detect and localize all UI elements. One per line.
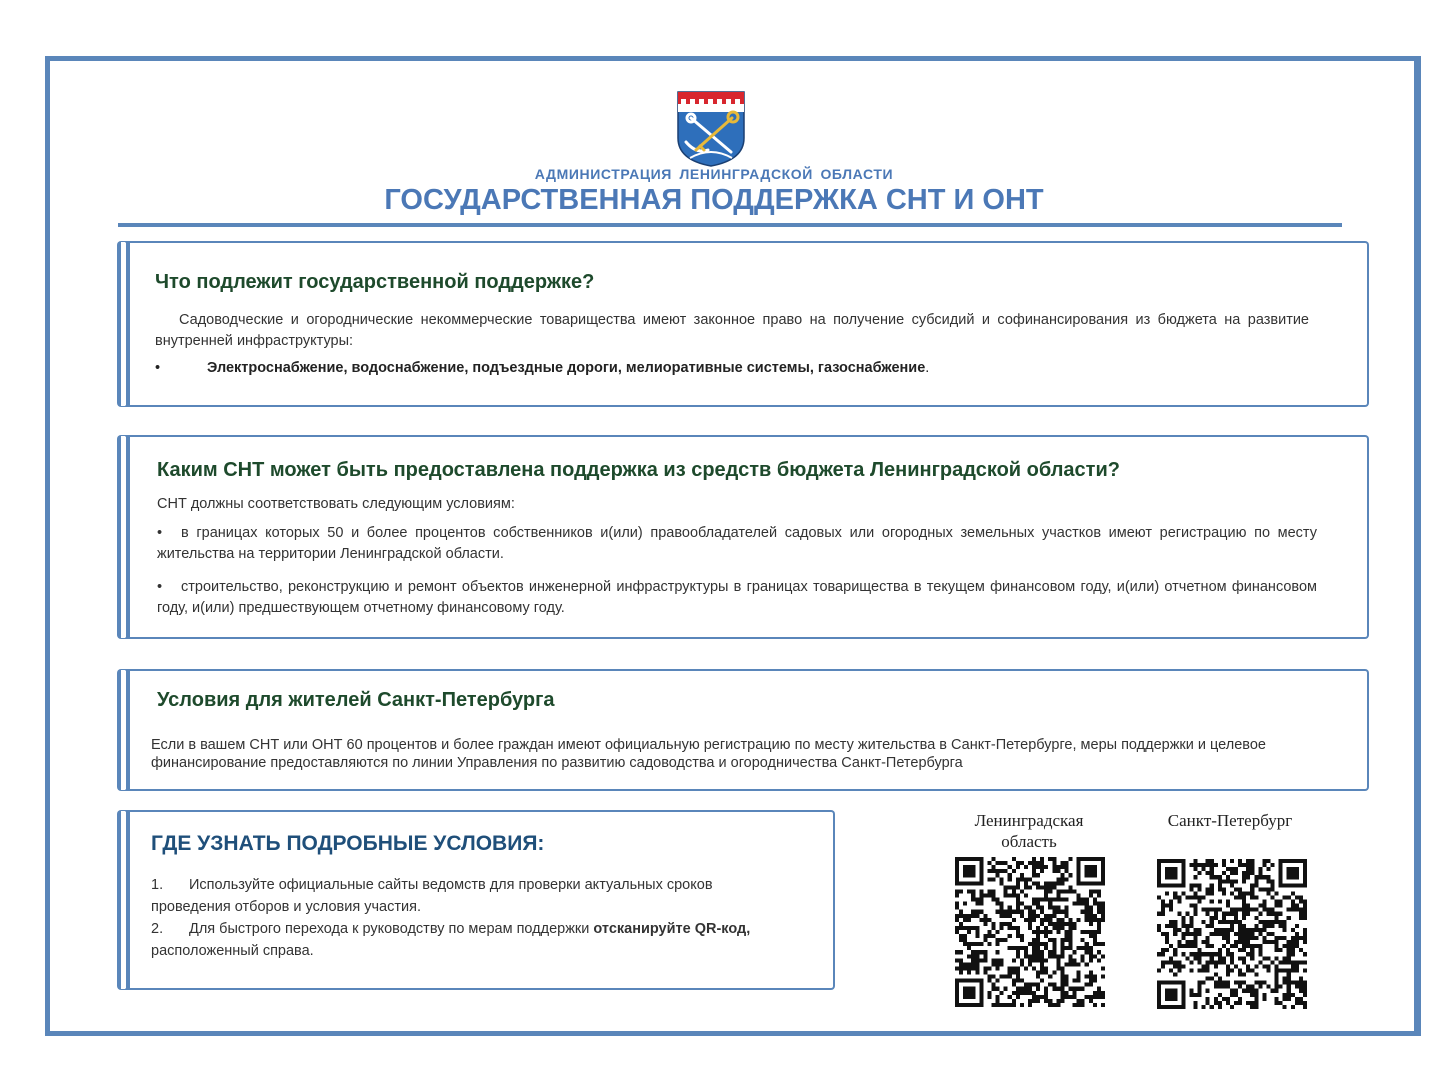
step-number: 1. bbox=[151, 877, 164, 893]
step-text: Используйте официальные сайты ведомств для проверки актуальных сроков проведения отборов и условия участия. bbox=[151, 877, 713, 915]
support-subject-bullet bbox=[155, 360, 1309, 376]
qr-code-spb[interactable] bbox=[1157, 859, 1307, 1009]
infrastructure-list: Электроснабжение, водоснабжение, подъездные дороги, мелиоративные системы, газоснабжение bbox=[207, 360, 926, 376]
organization-name: АДМИНИСТРАЦИЯ ЛЕНИНГРАДСКОЙ ОБЛАСТИ bbox=[534, 166, 894, 182]
eligibility-item bbox=[157, 577, 1317, 619]
page-title: ГОСУДАРСТВЕННАЯ ПОДДЕРЖКА СНТ И ОНТ bbox=[384, 184, 1044, 216]
bullet-marker: • bbox=[157, 525, 163, 541]
support-subject-intro: Садоводческие и огороднические некоммерческие товарищества имеют законное право на получение субсидий и софинансирования из бюджета на развитие внутренней инфраструктуры: bbox=[155, 312, 1309, 349]
support-subject-card bbox=[117, 241, 1369, 407]
spb-residents-heading: Условия для жителей Санкт-Петербурга bbox=[157, 689, 555, 711]
eligibility-item-text: в границах которых 50 и более процентов собственников и(или) правообладателей садовых или огородных земельных участков имеют регистрацию по месту жительства на территории Ленинградской области. bbox=[157, 525, 1317, 562]
step-text-bold: отсканируйте QR-код, bbox=[593, 921, 751, 937]
qr-label-spb: Санкт-Петербург bbox=[1167, 811, 1293, 830]
title-divider bbox=[118, 223, 1342, 227]
qr-label-leningrad: Ленинградская область bbox=[974, 811, 1084, 851]
step-number: 2. bbox=[151, 921, 164, 937]
details-step bbox=[151, 918, 771, 962]
eligibility-card bbox=[117, 435, 1369, 639]
spb-residents-card bbox=[117, 669, 1369, 791]
step-text-end: расположенный справа. bbox=[151, 943, 314, 959]
details-card bbox=[117, 810, 835, 990]
bullet-marker: • bbox=[157, 579, 163, 595]
coat-of-arms-icon bbox=[676, 90, 746, 168]
eligibility-heading: Каким СНТ может быть предоставлена поддержка из средств бюджета Ленинградской области? bbox=[157, 459, 1120, 481]
step-text: Для быстрого перехода к руководству по мерам поддержки bbox=[189, 921, 594, 937]
eligibility-lead: СНТ должны соответствовать следующим условиям: bbox=[157, 496, 515, 512]
bullet-marker: • bbox=[155, 360, 161, 376]
details-heading: ГДЕ УЗНАТЬ ПОДРОБНЫЕ УСЛОВИЯ: bbox=[151, 832, 545, 855]
eligibility-item-text: строительство, реконструкцию и ремонт объектов инженерной инфраструктуры в границах товарищества в текущем финансовом году, и(или) отчетном финансовом году, и(или) предшествующем отчетному финансовому году. bbox=[157, 579, 1317, 616]
eligibility-item bbox=[157, 523, 1317, 565]
support-subject-heading: Что подлежит государственной поддержке? bbox=[155, 271, 595, 293]
qr-code-leningrad[interactable] bbox=[955, 857, 1105, 1007]
bullet-end: . bbox=[925, 360, 930, 376]
spb-residents-text: Если в вашем СНТ или ОНТ 60 процентов и более граждан имеют официальную регистрацию по месту жительства в Санкт-Петербурге, меры поддержки и целевое финансирование предоставляются по линии Управления по развитию садоводства и огородничества Санкт-Петербурга bbox=[151, 737, 1266, 771]
details-step bbox=[151, 874, 771, 918]
